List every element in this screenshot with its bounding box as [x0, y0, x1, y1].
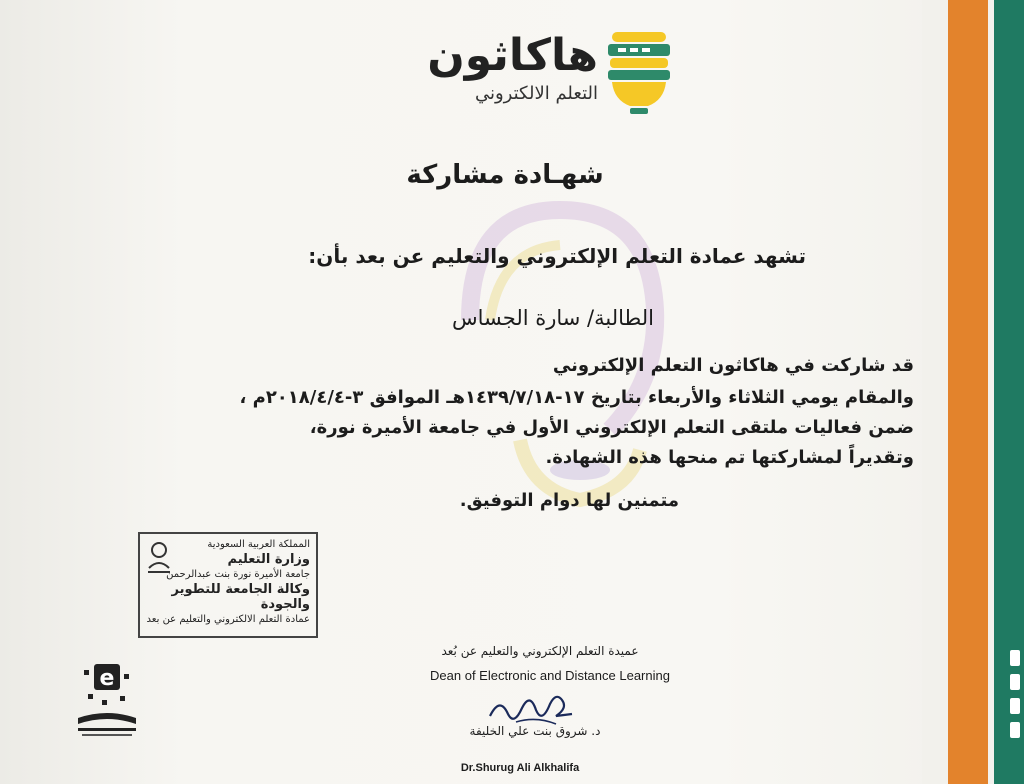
stamp-line: وزارة التعليم: [227, 552, 310, 567]
dean-role-english: Dean of Electronic and Distance Learning: [430, 668, 670, 683]
lightbulb-logo-icon: [604, 28, 674, 118]
hackathon-logo-text: [418, 30, 598, 106]
side-gap-stripe: [922, 0, 948, 784]
stamp-line: عمادة التعلم الالكتروني والتعليم عن بعد: [146, 614, 310, 625]
certificate-intro: تشهد عمادة التعلم الإلكتروني والتعليم عن بعد بأن:: [308, 244, 806, 268]
logo-title: هاكاثون: [427, 30, 598, 81]
stamp-line: وكالة الجامعة للتطوير والجودة: [171, 582, 310, 612]
body-line-2: والمقام يومي الثلاثاء والأربعاء بتاريخ ١٧-١٤٣٩/٧/١٨هـ الموافق ٣-٢٠١٨/٤/٤م ،: [239, 387, 914, 408]
recipient-name: الطالبة/ سارة الجساس: [452, 306, 654, 330]
svg-text:e: e: [99, 666, 115, 691]
dean-name-english: Dr.Shurug Ali Alkhalifa: [460, 762, 580, 774]
stamp-line: المملكة العربية السعودية: [207, 539, 310, 550]
stripe-bars: [1010, 650, 1020, 770]
body-line-1: قد شاركت في هاكاثون التعلم الإلكتروني: [552, 355, 914, 376]
dean-role-arabic: عميدة التعلم الإلكتروني والتعليم عن بُعد: [441, 644, 639, 658]
official-stamp: [138, 532, 318, 638]
orange-stripe: [948, 0, 988, 784]
stripe-bar: [1010, 698, 1020, 714]
certificate-title: شهـادة مشاركة: [406, 160, 604, 190]
body-line-3: ضمن فعاليات ملتقى التعلم الإلكتروني الأول في جامعة الأميرة نورة،: [309, 417, 914, 438]
stripe-bar: [1010, 722, 1020, 738]
closing-line: متمنين لها دوام التوفيق.: [459, 490, 679, 511]
body-line-4: وتقديراً لمشاركتها تم منحها هذه الشهادة.: [545, 447, 914, 468]
ministry-emblem-icon: [144, 538, 174, 574]
stamp-line: جامعة الأميرة نورة بنت عبدالرحمن: [166, 569, 310, 580]
stripe-bar: [1010, 674, 1020, 690]
stripe-bar: [1010, 650, 1020, 666]
dean-name-arabic: د. شروق بنت علي الخليفة: [469, 724, 601, 738]
e-learning-logo-icon: [72, 660, 142, 740]
logo-subtitle: التعلم الالكتروني: [474, 83, 598, 104]
